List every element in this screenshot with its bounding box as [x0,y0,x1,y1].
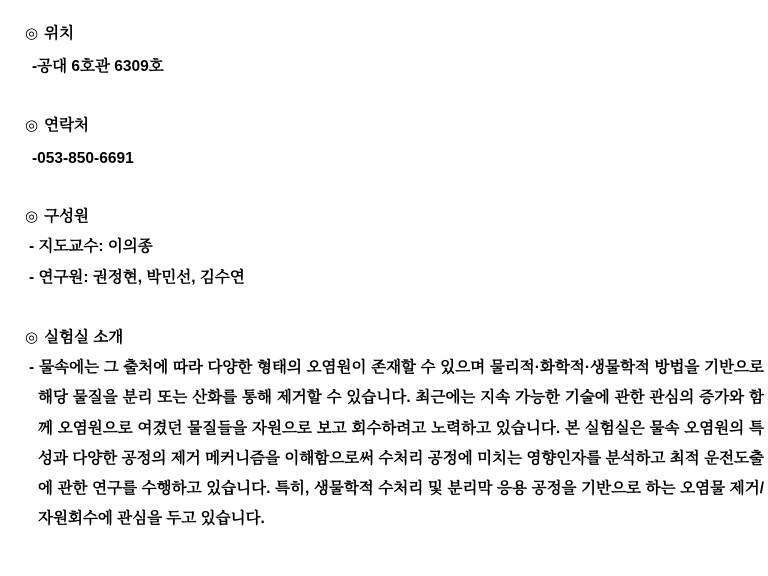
section-title-members-label: 구성원 [44,208,90,225]
bullseye-bullet-icon: ◎ [25,117,39,134]
section-title-lab-intro [25,328,123,347]
lab-intro-text: 물속에는 그 출처에 따라 다양한 형태의 오염원이 존재할 수 있으며 물리적·화학적·생물학적 방법을 기반으로 해당 물질을 분리 또는 산화를 통해 제거할 수 있습니다. 최근에는 지속 가능한 기술에 관한 관심의 증가와 함께 오염원으로 여겼던 물질들을 자원으로 보고 회수하려고 노력하고 있습니다. 본 실험실은 물속 오염원의 특성과 다양한 공정의 제거 메커니즘을 이해함으로써 수처리 공정에 미치는 영향인자를 분석하고 최적 운전도출에 관한 연구를 수행하고 있습니다. 특히, 생물학적 수처리 및 분리막 응용 공정을 기반으로 하는 오염물 제거/자원회수에 관심을 두고 있습니다. [38,359,764,528]
section-title-location [25,24,74,43]
dash-bullet: - [29,359,35,376]
members-advisor-line: - 지도교수: 이의종 [29,238,153,255]
contact-phone-value: -053-850-6691 [32,150,134,167]
section-title-lab-intro-label: 실험실 소개 [44,329,124,346]
section-title-members [25,207,89,226]
lab-intro-paragraph [29,353,764,535]
bullseye-bullet-icon: ◎ [25,329,39,346]
bullseye-bullet-icon: ◎ [25,208,39,225]
section-title-contact [25,116,89,135]
section-title-contact-label: 연락처 [44,117,90,134]
bullseye-bullet-icon: ◎ [25,25,39,42]
members-researchers-line: - 연구원: 권정현, 박민선, 김수연 [29,269,245,286]
location-value: -공대 6호관 6309호 [32,58,164,75]
section-title-location-label: 위치 [44,25,75,42]
